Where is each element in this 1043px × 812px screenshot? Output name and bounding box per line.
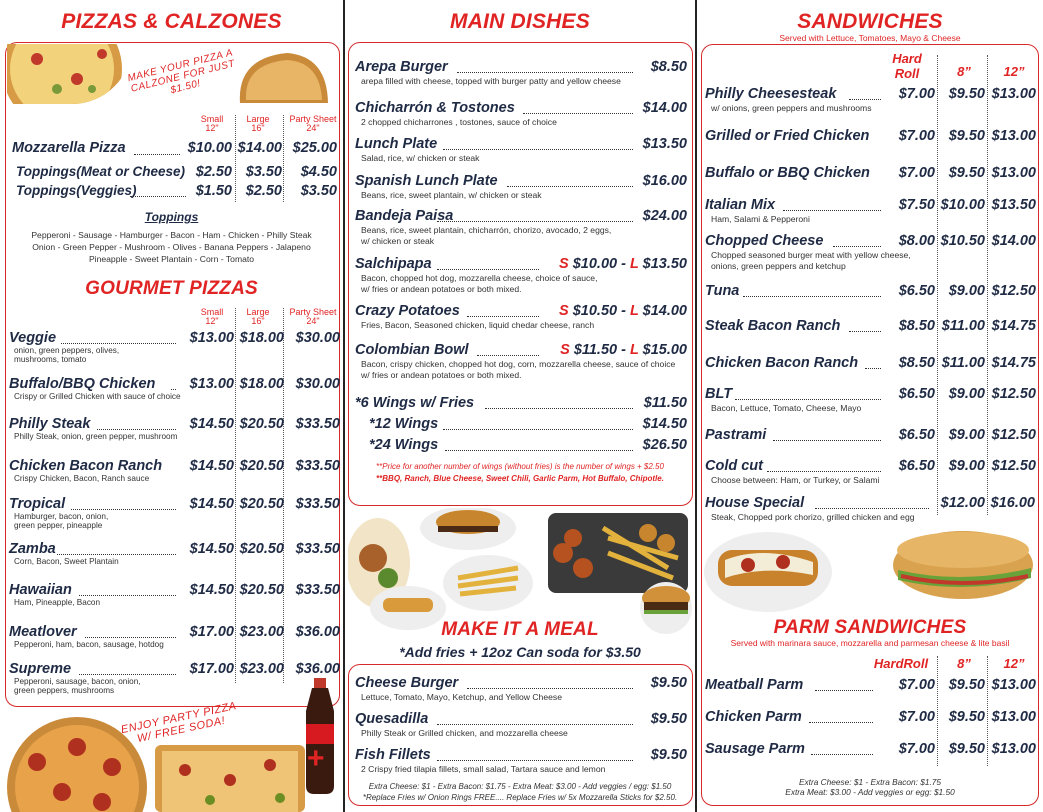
sandwich-price: $8.50 (898, 318, 935, 334)
gourmet-price: $20.50 (239, 458, 284, 474)
wings-note: **Price for another number of wings (without fries) is the number of wings + $2.50 (376, 462, 664, 471)
gourmet-price: $14.50 (189, 496, 234, 512)
main-item-desc: arepa filled with cheese, topped with burger patty and yellow cheese (361, 76, 621, 86)
gourmet-item-name: Buffalo/BBQ Chicken (9, 376, 156, 392)
wings-item-name: *6 Wings w/ Fries (355, 395, 475, 411)
wings-price: $11.50 (643, 395, 687, 411)
gourmet-item-desc: Pepperoni, ham, bacon, sausage, hotdog (14, 640, 164, 649)
main-item-price: $13.50 (642, 136, 687, 152)
sandwich-price: $10.00 (940, 197, 985, 213)
sl-item-prices: S $10.00 - L $13.50 (559, 256, 687, 272)
sandwich-item-name: Pastrami (705, 427, 767, 443)
sandwich-images (703, 520, 1036, 616)
sandwich-price: $12.50 (991, 386, 1036, 402)
gourmet-price: $14.50 (189, 458, 234, 474)
sandwich-subtitle: Served with Lettuce, Tomatoes, Mayo & Cheese (779, 33, 961, 43)
meal-item-price: $9.50 (650, 747, 687, 763)
meal-item-name: Fish Fillets (355, 747, 431, 763)
pizza-price: $1.50 (195, 183, 232, 199)
sandwich-item-name: Italian Mix (705, 197, 776, 213)
parm-subtitle: Served with marinara sauce, mozzarella and parmesan cheese & lite basil (730, 638, 1010, 648)
gourmet-price: $33.50 (295, 416, 340, 432)
gourmet-item-name: Veggie (9, 330, 57, 346)
sandwich-item-desc: Chopped seasoned burger meat with yellow cheese, onions, green peppers and ketchup (711, 250, 911, 271)
size-l-label: L (630, 303, 639, 319)
main-title: MAIN DISHES (450, 10, 590, 33)
gourmet-price: $33.50 (295, 458, 340, 474)
soda-bottle-image (300, 676, 342, 796)
sandwich-price: $6.50 (898, 458, 935, 474)
gourmet-price: $36.00 (295, 624, 340, 640)
sandwich-price: $7.00 (898, 86, 935, 102)
size-small-inch: 12" (205, 123, 219, 133)
gourmet-item-desc: onion, green peppers, olives, mushrooms, tomato (14, 346, 120, 364)
dot-leader (443, 149, 633, 150)
gourmet-item-desc: Corn, Bacon, Sweet Plantain (14, 557, 119, 566)
sandwich-column (697, 0, 1043, 812)
sandwich-price: $7.00 (898, 165, 935, 181)
size-l-label: L (630, 256, 639, 272)
sandwich-item-name: Steak Bacon Ranch (705, 318, 841, 334)
main-item-price: $14.00 (642, 100, 687, 116)
meal-replace: *Replace Fries w/ Onion Rings FREE.... Replace Fries w/ 5x Mozzarella Sticks for $2.50. (362, 793, 678, 802)
gourmet-price: $36.00 (295, 661, 340, 677)
dot-leader (171, 389, 176, 390)
sandwich-price: $14.00 (991, 233, 1036, 249)
gourmet-price: $13.00 (189, 376, 234, 392)
meal-item-name: Cheese Burger (355, 675, 459, 691)
plus-icon: + (307, 742, 325, 775)
gourmet-price: $14.50 (189, 582, 234, 598)
dot-leader (457, 72, 633, 73)
gourmet-price: $20.50 (239, 582, 284, 598)
sandwich-price: $14.75 (991, 355, 1036, 371)
sandwich-price: $9.50 (948, 128, 985, 144)
dot-leader (767, 471, 881, 472)
dot-leader (811, 754, 873, 755)
parm-price: $7.00 (898, 677, 935, 693)
dot-leader (849, 331, 881, 332)
gourmet-item-desc: Crispy Chicken, Bacon, Ranch sauce (14, 474, 150, 483)
gourmet-price: $14.50 (189, 541, 234, 557)
parm-price: $7.00 (898, 709, 935, 725)
parm-price: $13.00 (991, 677, 1036, 693)
gourmet-price: $18.00 (239, 330, 284, 346)
gourmet-item-desc: Crispy or Grilled Chicken with sauce of choice (14, 392, 181, 401)
sandwich-item-name: Philly Cheesesteak (705, 86, 837, 102)
dot-leader (849, 99, 881, 100)
calzone-promo: MAKE YOUR PIZZA A CALZONE FOR JUST $1.50! (126, 47, 237, 97)
sandwich-price: $12.50 (991, 283, 1036, 299)
gourmet-item-desc: Hamburger, bacon, onion, green pepper, pineapple (14, 512, 109, 530)
main-item-desc: Beans, rice, sweet plantain, w/ chicken or steak (361, 190, 542, 200)
col-8: 8” (957, 64, 971, 79)
dot-leader (485, 408, 633, 409)
parm-item-name: Chicken Parm (705, 709, 802, 725)
main-item-name: Spanish Lunch Plate (355, 173, 498, 189)
dot-leader (523, 113, 633, 114)
gourmet-price: $20.50 (239, 541, 284, 557)
toppings-line: Pineapple - Sweet Plantain - Corn - Tomato (88, 254, 255, 264)
dot-leader (809, 722, 873, 723)
gourmet-price: $18.00 (239, 376, 284, 392)
house-special-price: $12.00 (940, 495, 985, 511)
main-item-desc: Beans, rice, sweet plantain, chicharrón, chorizo, avocado, 2 eggs, w/ chicken or steak (361, 225, 612, 246)
sl-item-desc: Bacon, crispy chicken, chopped hot dog, corn, mozzarella cheese, sauce of choice w/ fries or andean potatoes or both mixed. (361, 359, 676, 380)
meal-item-desc: Lettuce, Tomato, Mayo, Ketchup, and Yellow Cheese (361, 692, 562, 702)
s-price: $11.50 (573, 342, 618, 358)
pizzas-column: PIZZAS & CALZONES MAKE YOUR PIZZA A CALZONE FOR JUST $1.50! Small 12" Large 16" Party Sheet 24" Mozzarella Pizza $10.00 $14.00 $25.00 Toppings(Meat or Cheese) $2.50 $3.50 $4.50 Toppings(Veggies) $1.50 $2.50 $3.50 Toppings Pepperoni - Sausage - Hamburger - Bacon - Ham - Chicken - Philly Steak Onion - Green Pepper - Mushroom - Olives - Banana Peppers - Jalapeno Pineapple - Sweet Plantain - Corn - Tomato GOURMET PIZZAS Small 12" Large 16" Party Sheet 24" Veggie $13.00 $18.00 $30.00 onion, green peppers, olives, mushrooms, tomato Buffalo/BBQ Chicken $13.00 $18.00 $30.00 Crispy or Grilled Chicken with sauce of choice Philly Steak $14.50 $20.50 $33.50 Philly Steak, onion, green pepper, mushroom Chicken Bacon Ranch $14.50 $20.50 $33.50 Crispy Chicken, Bacon, Ranch sauce Tropical $14.50 $20.50 $33.50 Hamburger, bacon, onion, green pepper, pineapple Zamba $14.50 $20.50 $33.50 Corn, Bacon, Sweet Plantain Hawaiian $14.50 $20.50 $33.50 Ham, Pineapple, Bacon Meatlover $17.00 $23.00 $36.00 Pepperoni, ham, bacon, sausage, hotdog Supreme $17.00 $23.00 $36.00 Pepperoni, sausage, bacon, onion, green peppers, mushrooms ENJOY PARTY PIZZA W/ FREE SODA! + (0, 0, 343, 812)
party-pizza-image (150, 740, 310, 812)
dot-leader (85, 637, 176, 638)
sandwich-item-name: Chicken Bacon Ranch (705, 355, 859, 371)
party-pizza-promo: ENJOY PARTY PIZZA W/ FREE SODA! (119, 700, 238, 746)
sandwich-item-desc: Bacon, Lettuce, Tomato, Cheese, Mayo (711, 403, 862, 413)
house-special-desc: Steak, Chopped pork chorizo, grilled chicken and egg (711, 512, 915, 522)
parm-item-name: Meatball Parm (705, 677, 804, 693)
dot-leader (833, 246, 881, 247)
calzone-image (232, 48, 332, 110)
dot-leader (437, 221, 633, 222)
sandwich-item-name: Chopped Cheese (705, 233, 824, 249)
size-small: Small (200, 114, 224, 124)
sandwich-price: $9.00 (948, 386, 985, 402)
gourmet-item-desc: Pepperoni, sausage, bacon, onion, green peppers, mushrooms (14, 677, 141, 695)
gourmet-item-desc: Philly Steak, onion, green pepper, mushroom (14, 432, 178, 441)
gourmet-price: $17.00 (189, 624, 234, 640)
size-large: Large (246, 114, 270, 124)
sandwich-price: $7.50 (898, 197, 935, 213)
sl-item-desc: Fries, Bacon, Seasoned chicken, liquid chedar cheese, ranch (361, 320, 595, 330)
toppings-title: Toppings (144, 210, 199, 224)
dot-leader (815, 508, 929, 509)
dot-leader (79, 595, 176, 596)
gourmet-item-name: Zamba (9, 541, 56, 557)
sl-item-prices: S $11.50 - L $15.00 (560, 342, 687, 358)
pizza-price: $3.50 (300, 183, 337, 199)
sandwich-price: $6.50 (898, 427, 935, 443)
sandwich-item-name: Grilled or Fried Chicken (705, 128, 870, 144)
sl-item-name: Colombian Bowl (355, 342, 469, 358)
parm-col-hard: HardRoll (873, 656, 929, 671)
l-price: $15.00 (642, 342, 687, 358)
col-hard: Hard (892, 51, 922, 66)
sandwich-price: $14.75 (991, 318, 1036, 334)
sandwich-price: $7.00 (898, 128, 935, 144)
sandwich-price: $11.00 (941, 318, 985, 334)
dot-leader (783, 210, 881, 211)
gourmet-price: $23.00 (239, 624, 284, 640)
dot-leader (437, 760, 633, 761)
house-special-price: $16.00 (990, 495, 1035, 511)
dot-leader (865, 368, 881, 369)
sandwich-item-name: Buffalo or BBQ Chicken (705, 165, 870, 181)
pizza-price: $2.50 (195, 164, 232, 180)
sl-item-desc: Bacon, chopped hot dog, mozzarella cheese, choice of sauce, w/ fries or andean potatoes or both mixed. (361, 273, 598, 294)
parm-price: $13.00 (991, 741, 1036, 757)
sandwich-price: $13.00 (991, 165, 1036, 181)
dot-leader (743, 296, 881, 297)
meal-item-desc: 2 Crispy fried tilapia fillets, small salad, Tartara sauce and lemon (361, 764, 606, 774)
gourmet-price: $33.50 (295, 496, 340, 512)
gourmet-price: $20.50 (239, 496, 284, 512)
toppings-line: Pepperoni - Sausage - Hamburger - Bacon - Ham - Chicken - Philly Steak (31, 230, 312, 240)
gourmet-item-desc: Ham, Pineapple, Bacon (14, 598, 101, 607)
gourmet-price: $20.50 (239, 416, 284, 432)
sandwich-item-name: Tuna (705, 283, 740, 299)
dot-leader (773, 440, 881, 441)
dot-leader (507, 186, 633, 187)
main-item-name: Arepa Burger (355, 59, 448, 75)
sl-item-name: Crazy Potatoes (355, 303, 460, 319)
sandwich-item-name: BLT (705, 386, 733, 402)
sandwich-price: $9.00 (948, 458, 985, 474)
meal-item-price: $9.50 (650, 711, 687, 727)
s-price: $10.50 (572, 303, 618, 319)
gourmet-price: $14.50 (189, 416, 234, 432)
sandwich-price: $13.00 (991, 128, 1036, 144)
gourmet-price: $23.00 (239, 661, 284, 677)
gourmet-item-name: Meatlover (9, 624, 77, 640)
meal-item-name: Quesadilla (355, 711, 429, 727)
size-large-inch: 16" (251, 123, 265, 133)
dot-leader (477, 355, 539, 356)
dot-leader (61, 343, 176, 344)
sandwich-title: SANDWICHES (797, 10, 943, 33)
main-item-desc: 2 chopped chicharrones , tostones, sauce of choice (361, 117, 557, 127)
pizza-item-name: Toppings(Veggies) (16, 183, 137, 198)
main-column (345, 0, 695, 812)
parm-price: $9.50 (948, 677, 985, 693)
gourmet-item-name: Tropical (9, 496, 66, 512)
sandwich-price: $9.50 (948, 165, 985, 181)
wings-price: $26.50 (642, 437, 687, 453)
s-price: $10.00 (572, 256, 618, 272)
dot-leader (815, 690, 873, 691)
sandwich-item-desc: w/ onions, green peppers and mushrooms (711, 103, 872, 113)
wings-price: $14.50 (642, 416, 687, 432)
pizza-price: $2.50 (245, 183, 282, 199)
sandwich-price: $9.00 (948, 283, 985, 299)
pizzas-title: PIZZAS & CALZONES (61, 10, 282, 33)
sandwich-price: $6.50 (898, 283, 935, 299)
gourmet-title: GOURMET PIZZAS (85, 278, 258, 299)
meal-extras: Extra Cheese: $1 - Extra Bacon: $1.75 - Extra Meat: $3.00 - Add veggies / egg: $1.50 (368, 782, 672, 791)
size-party: Party Sheet (289, 114, 337, 124)
gourmet-price: $13.00 (189, 330, 234, 346)
parm-title: PARM SANDWICHES (773, 617, 967, 638)
parm-price: $9.50 (948, 741, 985, 757)
size-party-inch: 24" (306, 123, 320, 133)
main-item-name: Chicharrón & Tostones (355, 100, 515, 116)
main-item-name: Lunch Plate (355, 136, 438, 152)
col-12: 12” (1003, 64, 1025, 79)
dot-leader (443, 429, 633, 430)
parm-price: $13.00 (991, 709, 1036, 725)
gourmet-price: $33.50 (295, 582, 340, 598)
wings-sauces: **BBQ, Ranch, Blue Cheese, Sweet Chili, Garlic Parm, Hot Buffalo, Chipotle. (376, 474, 664, 483)
sandwich-price: $8.00 (898, 233, 935, 249)
main-item-price: $8.50 (650, 59, 687, 75)
size-l-label: L (630, 342, 639, 358)
wings-item-name: *24 Wings (369, 437, 439, 453)
sandwich-price: $9.50 (948, 86, 985, 102)
parm-item-name: Sausage Parm (705, 741, 805, 757)
size-s-label: S (560, 342, 570, 358)
dot-leader (467, 688, 633, 689)
pizza-item-name: Toppings(Meat or Cheese) (16, 164, 186, 179)
sandwich-price: $9.00 (948, 427, 985, 443)
sandwich-item-desc: Choose between: Ham, or Turkey, or Salami (711, 475, 880, 485)
gourmet-item-name: Supreme (9, 661, 72, 677)
pizza-price: $25.00 (292, 140, 337, 156)
dot-leader (79, 674, 176, 675)
size-s-label: S (559, 303, 569, 319)
gourmet-price: $33.50 (295, 541, 340, 557)
sandwich-item-desc: Ham, Salami & Pepperoni (711, 214, 810, 224)
parm-extras-2: Extra Meat: $3.00 - Add veggies or egg: $1.50 (785, 787, 955, 797)
l-price: $14.00 (642, 303, 687, 319)
meal-subtitle: *Add fries + 12oz Can soda for $3.50 (399, 644, 641, 660)
sandwich-price: $6.50 (898, 386, 935, 402)
sandwich-price: $10.50 (940, 233, 985, 249)
sl-item-name: Salchipapa (355, 256, 432, 272)
gourmet-price: $17.00 (189, 661, 234, 677)
size-s-label: S (559, 256, 569, 272)
dot-leader (437, 269, 539, 270)
dot-leader (437, 724, 633, 725)
dot-leader (467, 316, 539, 317)
sandwich-price: $12.50 (991, 427, 1036, 443)
parm-price: $9.50 (948, 709, 985, 725)
toppings-line: Onion - Green Pepper - Mushroom - Olives - Banana Peppers - Jalapeno (32, 242, 311, 252)
pizza-price: $4.50 (300, 164, 337, 180)
wings-item-name: *12 Wings (369, 416, 439, 432)
parm-extras: Extra Cheese: $1 - Extra Bacon: $1.75 (798, 777, 942, 787)
gourmet-item-name: Chicken Bacon Ranch (9, 458, 163, 474)
pizza-price: $3.50 (245, 164, 282, 180)
pizza-price: $10.00 (187, 140, 232, 156)
gourmet-item-name: Hawaiian (9, 582, 72, 598)
gourmet-item-name: Philly Steak (9, 416, 91, 432)
sandwich-price: $8.50 (898, 355, 935, 371)
pizza-item-name: Mozzarella Pizza (12, 140, 126, 156)
dot-leader (735, 399, 881, 400)
main-item-price: $24.00 (642, 208, 687, 224)
main-item-desc: Salad, rice, w/ chicken or steak (361, 153, 480, 163)
parm-price: $7.00 (898, 741, 935, 757)
main-item-name: Bandeja Paisa (355, 208, 454, 224)
meal-item-price: $9.50 (650, 675, 687, 691)
parm-col-12: 12” (1003, 656, 1025, 671)
pizza-price: $14.00 (237, 140, 282, 156)
sandwich-item-name: Cold cut (705, 458, 763, 474)
l-price: $13.50 (642, 256, 687, 272)
meal-title: MAKE IT A MEAL (441, 619, 599, 640)
gourmet-price: $30.00 (295, 330, 340, 346)
main-item-price: $16.00 (642, 173, 687, 189)
sandwich-price: $11.00 (941, 355, 985, 371)
sandwich-price: $13.50 (991, 197, 1036, 213)
sandwich-price: $12.50 (991, 458, 1036, 474)
dot-leader (57, 554, 176, 555)
dot-leader (71, 509, 176, 510)
parm-col-8: 8” (957, 656, 971, 671)
dot-leader (445, 450, 633, 451)
house-special-name: House Special (705, 495, 805, 511)
col-roll: Roll (894, 66, 920, 81)
meal-item-desc: Philly Steak or Grilled chicken, and mozzarella cheese (361, 728, 568, 738)
gourmet-price: $30.00 (295, 376, 340, 392)
sl-item-prices: S $10.50 - L $14.00 (559, 303, 687, 319)
dot-leader (97, 429, 176, 430)
sandwich-price: $13.00 (991, 86, 1036, 102)
